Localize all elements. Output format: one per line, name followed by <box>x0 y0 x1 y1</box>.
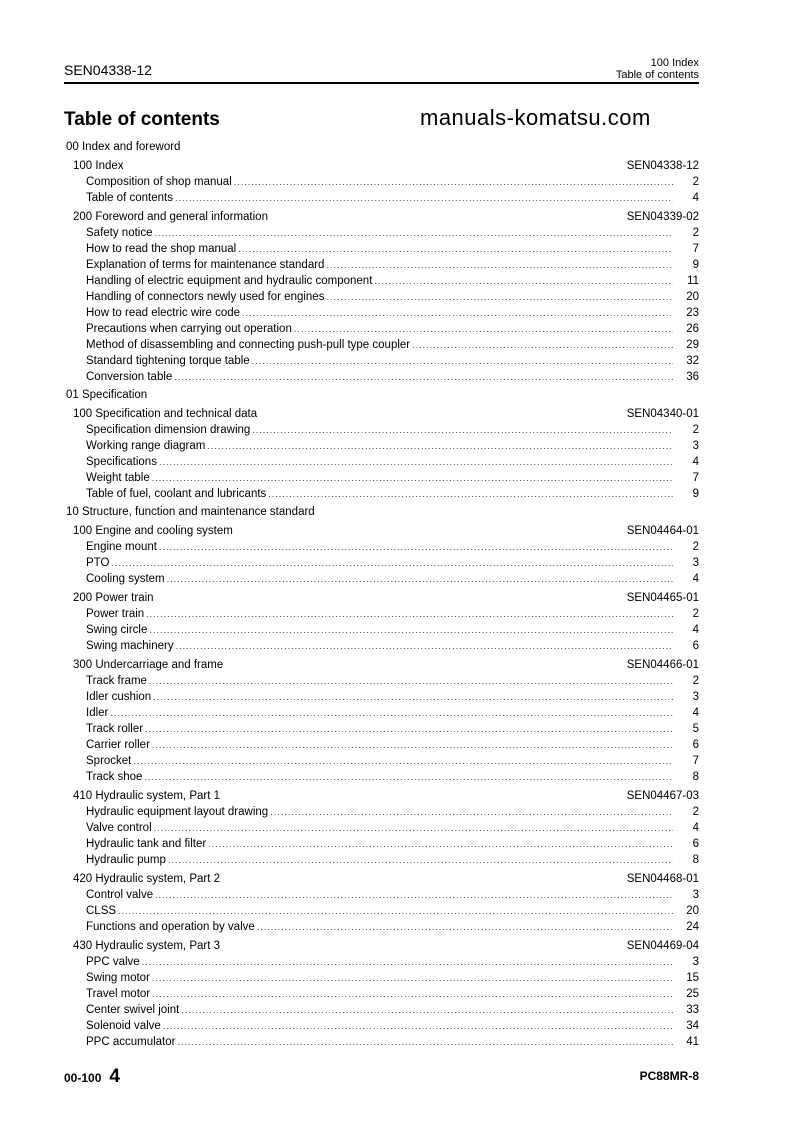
toc-entry[interactable] <box>64 919 699 935</box>
dot-leader <box>163 1018 673 1034</box>
dot-leader <box>208 836 673 852</box>
dot-leader <box>154 225 673 241</box>
toc-label: Standard tightening torque table <box>86 355 250 367</box>
toc-entry[interactable] <box>64 571 699 587</box>
footer-section-ref: 00-100 <box>64 1071 102 1085</box>
toc-chapter <box>64 387 699 403</box>
toc-entry[interactable] <box>64 321 699 337</box>
toc-entry[interactable] <box>64 369 699 385</box>
toc-section <box>64 406 699 422</box>
toc-label: 420 Hydraulic system, Part 2 <box>73 873 221 885</box>
toc-entry[interactable] <box>64 305 699 321</box>
toc-section <box>64 788 699 804</box>
toc-page-number: 32 <box>686 355 699 367</box>
toc-label: 00 Index and foreword <box>66 141 181 153</box>
toc-label: Valve control <box>86 822 152 834</box>
toc-label: Power train <box>86 608 145 620</box>
toc-entry[interactable] <box>64 820 699 836</box>
dot-leader <box>326 289 673 305</box>
toc-page-number: 3 <box>692 557 699 569</box>
toc-page-number: 2 <box>692 608 699 620</box>
toc-page-number: 2 <box>692 176 699 188</box>
table-of-contents <box>64 137 699 1050</box>
dot-leader <box>133 753 673 769</box>
toc-label: Conversion table <box>86 371 173 383</box>
toc-label: PTO <box>86 557 110 569</box>
toc-entry[interactable] <box>64 622 699 638</box>
toc-entry[interactable] <box>64 852 699 868</box>
dot-leader <box>167 571 673 587</box>
toc-chapter <box>64 139 699 155</box>
toc-entry[interactable] <box>64 887 699 903</box>
header-subsection-title: Table of contents <box>615 69 699 81</box>
dot-leader <box>154 820 673 836</box>
dot-leader <box>252 422 673 438</box>
dot-leader <box>149 673 673 689</box>
toc-page-number: 25 <box>686 988 699 1000</box>
dot-leader <box>168 852 673 868</box>
toc-page-number: 3 <box>692 956 699 968</box>
toc-entry[interactable] <box>64 289 699 305</box>
toc-label: Swing motor <box>86 972 150 984</box>
toc-page-number: 33 <box>686 1004 699 1016</box>
dot-leader <box>177 1034 673 1050</box>
dot-leader <box>242 305 673 321</box>
toc-label: Safety notice <box>86 227 153 239</box>
dot-leader <box>174 369 673 385</box>
toc-entry[interactable] <box>64 986 699 1002</box>
toc-entry[interactable] <box>64 273 699 289</box>
dot-leader <box>144 769 673 785</box>
toc-label: 200 Power train <box>73 592 154 604</box>
toc-label: Sprocket <box>86 755 132 767</box>
toc-entry[interactable] <box>64 753 699 769</box>
toc-label: Swing machinery <box>86 640 174 652</box>
toc-page-number: 7 <box>692 243 699 255</box>
toc-page-number: 3 <box>692 889 699 901</box>
toc-doc-code: SEN04469-04 <box>626 940 699 952</box>
toc-entry[interactable] <box>64 673 699 689</box>
dot-leader <box>176 638 673 654</box>
toc-label: Specification dimension drawing <box>86 424 251 436</box>
footer-page-ref <box>64 1066 120 1088</box>
dot-leader <box>110 705 673 721</box>
toc-label: 300 Undercarriage and frame <box>73 659 224 671</box>
header-doc-code: SEN04338-12 <box>64 62 152 78</box>
toc-page-number: 6 <box>692 838 699 850</box>
toc-chapter <box>64 504 699 520</box>
toc-section <box>64 871 699 887</box>
toc-entry[interactable] <box>64 737 699 753</box>
dot-leader <box>146 606 673 622</box>
watermark: manuals-komatsu.com <box>420 105 651 130</box>
toc-page-number: 6 <box>692 739 699 751</box>
toc-entry[interactable] <box>64 705 699 721</box>
toc-section <box>64 657 699 673</box>
toc-doc-code: SEN04465-01 <box>626 592 699 604</box>
toc-page-number: 9 <box>692 488 699 500</box>
toc-page-number: 4 <box>692 573 699 585</box>
toc-label: How to read electric wire code <box>86 307 241 319</box>
toc-page-number: 20 <box>686 291 699 303</box>
toc-page-number: 2 <box>692 227 699 239</box>
toc-entry[interactable] <box>64 954 699 970</box>
toc-page-number: 23 <box>686 307 699 319</box>
toc-page-number: 2 <box>692 806 699 818</box>
toc-label: Center swivel joint <box>86 1004 180 1016</box>
toc-page-number: 29 <box>686 339 699 351</box>
toc-entry[interactable] <box>64 174 699 190</box>
footer-page-number: 4 <box>109 1066 120 1087</box>
dot-leader <box>374 273 673 289</box>
toc-label: 100 Specification and technical data <box>73 408 258 420</box>
toc-doc-code: SEN04338-12 <box>626 160 699 172</box>
dot-leader <box>175 190 673 206</box>
toc-entry[interactable] <box>64 555 699 571</box>
toc-entry[interactable] <box>64 606 699 622</box>
dot-leader <box>152 986 673 1002</box>
toc-label: Composition of shop manual <box>86 176 232 188</box>
toc-entry[interactable] <box>64 970 699 986</box>
dot-leader <box>412 337 673 353</box>
toc-label: Specifications <box>86 456 157 468</box>
dot-leader <box>252 353 673 369</box>
toc-entry[interactable] <box>64 769 699 785</box>
toc-entry[interactable] <box>64 1002 699 1018</box>
toc-page-number: 26 <box>686 323 699 335</box>
toc-label: 410 Hydraulic system, Part 1 <box>73 790 221 802</box>
toc-entry[interactable] <box>64 539 699 555</box>
toc-label: Track shoe <box>86 771 143 783</box>
toc-page-number: 5 <box>692 723 699 735</box>
toc-page-number: 2 <box>692 675 699 687</box>
page-title: Table of contents <box>64 109 220 130</box>
toc-label: 430 Hydraulic system, Part 3 <box>73 940 221 952</box>
toc-section <box>64 590 699 606</box>
dot-leader <box>270 804 673 820</box>
toc-entry[interactable] <box>64 337 699 353</box>
toc-label: Track frame <box>86 675 147 687</box>
toc-label: Functions and operation by valve <box>86 921 255 933</box>
dot-leader <box>152 470 673 486</box>
toc-page-number: 4 <box>692 192 699 204</box>
dot-leader <box>152 737 673 753</box>
dot-leader <box>142 954 673 970</box>
dot-leader <box>111 555 673 571</box>
toc-label: Method of disassembling and connecting push-pull type coupler <box>86 339 411 351</box>
toc-label: Track roller <box>86 723 144 735</box>
toc-label: Travel motor <box>86 988 151 1000</box>
toc-label: Hydraulic equipment layout drawing <box>86 806 269 818</box>
toc-page-number: 20 <box>686 905 699 917</box>
toc-entry[interactable] <box>64 638 699 654</box>
toc-label: Hydraulic pump <box>86 854 166 866</box>
toc-entry[interactable] <box>64 257 699 273</box>
toc-page-number: 4 <box>692 456 699 468</box>
toc-entry[interactable] <box>64 353 699 369</box>
toc-entry[interactable] <box>64 721 699 737</box>
toc-label: Engine mount <box>86 541 157 553</box>
toc-label: Handling of connectors newly used for engines <box>86 291 325 303</box>
toc-page-number: 3 <box>692 691 699 703</box>
toc-entry[interactable] <box>64 804 699 820</box>
footer-model: PC88MR-8 <box>639 1069 699 1083</box>
dot-leader <box>294 321 673 337</box>
toc-entry[interactable] <box>64 225 699 241</box>
toc-label: Idler <box>86 707 109 719</box>
toc-section <box>64 158 699 174</box>
toc-doc-code: SEN04468-01 <box>626 873 699 885</box>
toc-entry[interactable] <box>64 689 699 705</box>
toc-entry[interactable] <box>64 486 699 502</box>
dot-leader <box>268 486 673 502</box>
toc-label: Cooling system <box>86 573 165 585</box>
toc-label: 100 Engine and cooling system <box>73 525 233 537</box>
toc-label: 100 Index <box>73 160 124 172</box>
toc-label: PPC accumulator <box>86 1036 176 1048</box>
toc-label: Working range diagram <box>86 440 206 452</box>
toc-entry[interactable] <box>64 836 699 852</box>
toc-label: 10 Structure, function and maintenance standard <box>66 506 315 518</box>
dot-leader <box>145 721 673 737</box>
toc-label: Control valve <box>86 889 154 901</box>
dot-leader <box>326 257 673 273</box>
toc-doc-code: SEN04464-01 <box>626 525 699 537</box>
toc-label: Hydraulic tank and filter <box>86 838 207 850</box>
toc-entry[interactable] <box>64 190 699 206</box>
toc-page-number: 4 <box>692 624 699 636</box>
dot-leader <box>257 919 673 935</box>
toc-label: Idler cushion <box>86 691 152 703</box>
toc-page-number: 7 <box>692 472 699 484</box>
dot-leader <box>207 438 673 454</box>
toc-label: CLSS <box>86 905 117 917</box>
toc-page-number: 2 <box>692 541 699 553</box>
dot-leader <box>155 887 673 903</box>
header-rule <box>64 82 699 84</box>
toc-page-number: 8 <box>692 854 699 866</box>
toc-label: Solenoid valve <box>86 1020 161 1032</box>
toc-entry[interactable] <box>64 903 699 919</box>
toc-doc-code: SEN04340-01 <box>626 408 699 420</box>
toc-entry[interactable] <box>64 438 699 454</box>
toc-label: Explanation of terms for maintenance standard <box>86 259 325 271</box>
toc-page-number: 7 <box>692 755 699 767</box>
toc-label: How to read the shop manual <box>86 243 237 255</box>
toc-page-number: 9 <box>692 259 699 271</box>
toc-label: Table of contents <box>86 192 173 204</box>
toc-section <box>64 938 699 954</box>
toc-entry[interactable] <box>64 454 699 470</box>
toc-page-number: 34 <box>686 1020 699 1032</box>
toc-entry[interactable] <box>64 422 699 438</box>
toc-entry[interactable] <box>64 241 699 257</box>
dot-leader <box>153 689 673 705</box>
dot-leader <box>159 539 673 555</box>
toc-entry[interactable] <box>64 1018 699 1034</box>
header-section <box>616 57 699 81</box>
toc-page-number: 8 <box>692 771 699 783</box>
toc-doc-code: SEN04467-03 <box>626 790 699 802</box>
toc-page-number: 4 <box>692 707 699 719</box>
toc-doc-code: SEN04339-02 <box>626 211 699 223</box>
toc-page-number: 41 <box>686 1036 699 1048</box>
toc-label: Weight table <box>86 472 150 484</box>
toc-page-number: 36 <box>686 371 699 383</box>
toc-entry[interactable] <box>64 470 699 486</box>
header-section-title: 100 Index <box>650 57 699 69</box>
toc-page-number: 24 <box>686 921 699 933</box>
toc-label: PPC valve <box>86 956 140 968</box>
toc-label: 01 Specification <box>66 389 148 401</box>
dot-leader <box>118 903 673 919</box>
toc-page-number: 3 <box>692 440 699 452</box>
toc-label: 200 Foreword and general information <box>73 211 268 223</box>
toc-section <box>64 523 699 539</box>
toc-label: Handling of electric equipment and hydraulic component <box>86 275 373 287</box>
toc-page-number: 2 <box>692 424 699 436</box>
toc-doc-code: SEN04466-01 <box>626 659 699 671</box>
toc-page-number: 15 <box>686 972 699 984</box>
toc-entry[interactable] <box>64 1034 699 1050</box>
toc-page-number: 11 <box>687 275 699 287</box>
toc-label: Swing circle <box>86 624 148 636</box>
dot-leader <box>238 241 673 257</box>
dot-leader <box>149 622 673 638</box>
toc-label: Precautions when carrying out operation <box>86 323 292 335</box>
dot-leader <box>181 1002 673 1018</box>
toc-label: Carrier roller <box>86 739 150 751</box>
dot-leader <box>159 454 673 470</box>
dot-leader <box>234 174 673 190</box>
toc-page-number: 4 <box>692 822 699 834</box>
dot-leader <box>152 970 673 986</box>
toc-section <box>64 209 699 225</box>
toc-page-number: 6 <box>692 640 699 652</box>
toc-label: Table of fuel, coolant and lubricants <box>86 488 267 500</box>
